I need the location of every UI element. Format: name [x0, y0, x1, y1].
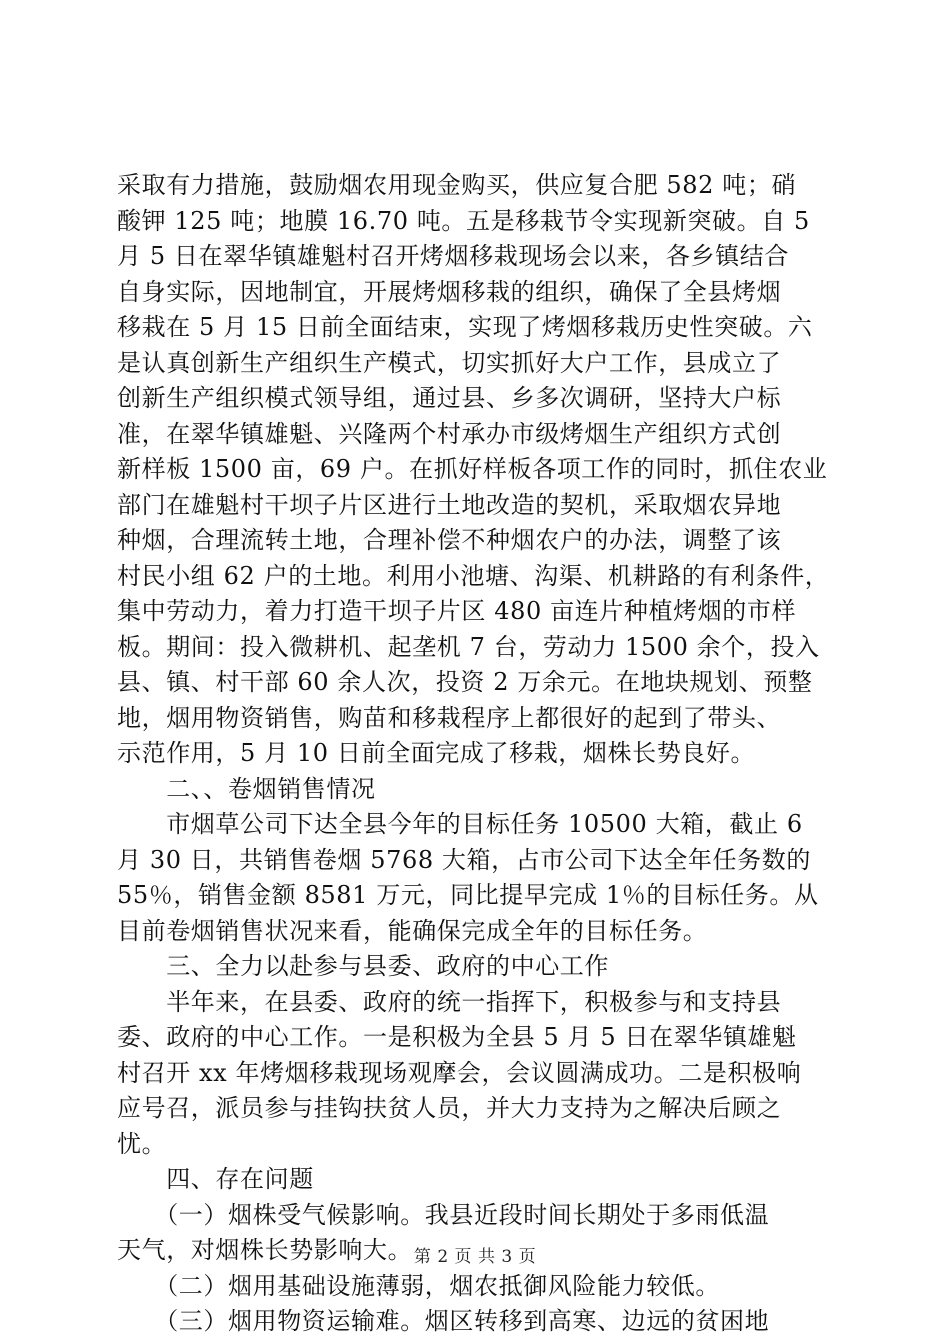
text-line: 新样板 1500 亩，69 户。在抓好样板各项工作的同时，抓住农业 [117, 455, 828, 483]
text-line: 55％，销售金额 8581 万元，同比提早完成 1％的目标任务。从 [117, 881, 819, 909]
text-line: 县、镇、村干部 60 余人次，投资 2 万余元。在地块规划、预整 [117, 668, 813, 696]
text-line: 村民小组 62 户的土地。利用小池塘、沟渠、机耕路的有利条件， [117, 561, 830, 590]
text-line: 村召开 xx 年烤烟移栽现场观摩会，会议圆满成功。二是积极响 [117, 1058, 802, 1087]
text-line: 自身实际，因地制宜，开展烤烟移栽的组织，确保了全县烤烟 [117, 277, 782, 306]
text-line: 委、政府的中心工作。一是积极为全县 5 月 5 日在翠华镇雄魁 [117, 1023, 797, 1051]
text-line: 部门在雄魁村干坝子片区进行土地改造的契机，采取烟农异地 [117, 490, 782, 519]
text-line: 二、、卷烟销售情况 [117, 774, 376, 803]
text-line: 酸钾 125 吨；地膜 16.70 吨。五是移栽节令实现新突破。自 5 [117, 206, 810, 235]
text-line: （二）烟用基础设施薄弱，烟农抵御风险能力较低。 [117, 1271, 720, 1300]
text-line: 半年来，在县委、政府的统一指挥下，积极参与和支持县 [117, 987, 782, 1016]
text-line: 四、存在问题 [117, 1165, 314, 1193]
text-line: （一）烟株受气候影响。我县近段时间长期处于多雨低温 [117, 1200, 770, 1229]
text-line: 目前卷烟销售状况来看，能确保完成全年的目标任务。 [117, 916, 708, 945]
text-line: 板。期间：投入微耕机、起垄机 7 台，劳动力 1500 余个，投入 [117, 632, 820, 661]
text-line: 天气，对烟株长势影响大。 [117, 1236, 413, 1264]
text-line: 采取有力措施，鼓励烟农用现金购买，供应复合肥 582 吨；硝 [117, 171, 797, 199]
text-line: 市烟草公司下达全县今年的目标任务 10500 大箱，截止 6 [117, 810, 803, 838]
text-line: 移栽在 5 月 15 日前全面结束，实现了烤烟移栽历史性突破。六 [117, 313, 813, 341]
text-line: 忧。 [117, 1129, 167, 1158]
text-line: 准，在翠华镇雄魁、兴隆两个村承办市级烤烟生产组织方式创 [117, 419, 782, 448]
document-body [117, 168, 837, 1340]
text-line: 是认真创新生产组织生产模式，切实抓好大户工作，县成立了 [117, 348, 782, 377]
text-line: 示范作用，5 月 10 日前全面完成了移栽，烟株长势良好。 [117, 739, 756, 767]
text-line: 地，烟用物资销售，购苗和移栽程序上都很好的起到了带头、 [117, 703, 782, 732]
text-line: 创新生产组织模式领导组，通过县、乡多次调研，坚持大户标 [117, 384, 782, 412]
text-line: （三）烟用物资运输难。烟区转移到高寒、边远的贫困地 [117, 1307, 770, 1335]
text-line: 月 30 日，共销售卷烟 5768 大箱，占市公司下达全年任务数的 [117, 845, 811, 874]
text-line: 集中劳动力，着力打造干坝子片区 480 亩连片种植烤烟的市样 [117, 597, 797, 625]
text-line: 应号召，派员参与挂钩扶贫人员，并大力支持为之解决后顾之 [117, 1094, 782, 1122]
text-line: 三、全力以赴参与县委、政府的中心工作 [117, 952, 609, 980]
text-line: 月 5 日在翠华镇雄魁村召开烤烟移栽现场会以来，各乡镇结合 [117, 242, 789, 270]
page-footer: 第 2 页 共 3 页 [413, 1247, 537, 1267]
text-line: 种烟，合理流转土地，合理补偿不种烟农户的办法，调整了该 [117, 526, 782, 554]
